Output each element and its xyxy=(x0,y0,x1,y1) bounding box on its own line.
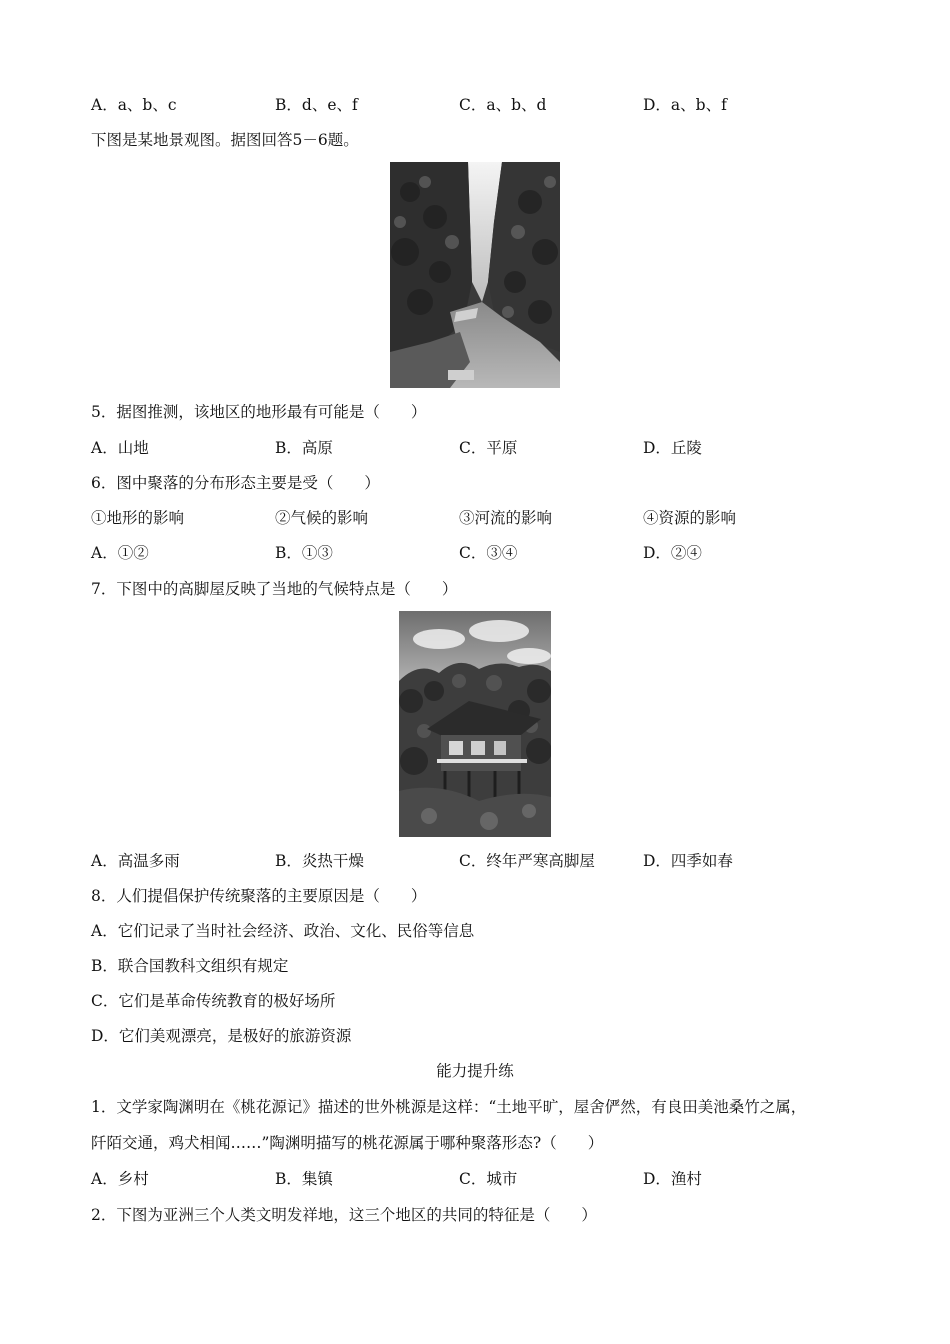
p1-option-b: B．集镇 xyxy=(275,1170,333,1188)
q6-option-c: C．③④ xyxy=(459,544,518,562)
q6-option-a: A．①② xyxy=(91,544,149,562)
q7-options xyxy=(91,851,831,871)
q5-option-b: B．高原 xyxy=(275,439,333,457)
gorge-landscape-photo xyxy=(390,162,560,388)
q4-option-c: C．a、b、d xyxy=(459,96,547,114)
stilt-house-photo-svg xyxy=(399,611,551,837)
q7-option-a: A．高温多雨 xyxy=(91,852,180,870)
p1-stem-line1: 1．文学家陶渊明在《桃花源记》描述的世外桃源是这样：“土地平旷，屋舍俨然，有良田美池桑竹之属， xyxy=(91,1098,807,1116)
q8-option-c: C．它们是革命传统教育的极好场所 xyxy=(91,992,336,1010)
p1-option-c: C．城市 xyxy=(459,1170,518,1188)
q7-option-b: B．炎热干燥 xyxy=(275,852,364,870)
p1-options xyxy=(91,1169,831,1189)
p1-option-a: A．乡村 xyxy=(91,1170,149,1188)
p2-stem: 2．下图为亚洲三个人类文明发祥地，这三个地区的共同的特征是（ ） xyxy=(91,1206,597,1224)
q7-option-d: D．四季如春 xyxy=(643,852,733,870)
q8-stem: 8．人们提倡保护传统聚落的主要原因是（ ） xyxy=(91,887,427,905)
q8-option-b: B．联合国教科文组织有规定 xyxy=(91,957,289,975)
q5-option-c: C．平原 xyxy=(459,439,518,457)
q4-options xyxy=(91,95,831,115)
q6-item-1: ①地形的影响 xyxy=(91,509,185,527)
q6-option-d: D．②④ xyxy=(643,544,702,562)
q6-item-2: ②气候的影响 xyxy=(275,509,369,527)
q6-option-b: B．①③ xyxy=(275,544,333,562)
stilt-house-photo xyxy=(399,611,551,837)
q5-option-d: D．丘陵 xyxy=(643,439,702,457)
section-title: 能力提升练 xyxy=(436,1062,514,1080)
q6-options xyxy=(91,543,831,563)
p1-option-d: D．渔村 xyxy=(643,1170,702,1188)
q4-option-d: D．a、b、f xyxy=(643,96,727,114)
q6-items xyxy=(91,508,831,528)
q5-options xyxy=(91,438,831,458)
p1-stem-line2: 阡陌交通，鸡犬相闻……”陶渊明描写的桃花源属于哪种聚落形态?（ ） xyxy=(91,1134,604,1152)
q8-option-d: D．它们美观漂亮，是极好的旅游资源 xyxy=(91,1027,352,1045)
q7-stem: 7．下图中的高脚屋反映了当地的气候特点是（ ） xyxy=(91,580,458,598)
q6-stem: 6．图中聚落的分布形态主要是受（ ） xyxy=(91,474,380,492)
q6-item-4: ④资源的影响 xyxy=(643,509,737,527)
q5-stem: 5．据图推测，该地区的地形最有可能是（ ） xyxy=(91,403,427,421)
q6-item-3: ③河流的影响 xyxy=(459,509,553,527)
q7-option-c: C．终年严寒高脚屋 xyxy=(459,852,595,870)
q8-option-a: A．它们记录了当时社会经济、政治、文化、民俗等信息 xyxy=(91,922,475,940)
gorge-photo-svg xyxy=(390,162,560,388)
q4-option-a: A．a、b、c xyxy=(91,96,177,114)
intro-5-6: 下图是某地景观图。据图回答5－6题。 xyxy=(91,131,359,149)
q4-option-b: B．d、e、f xyxy=(275,96,358,114)
q5-option-a: A．山地 xyxy=(91,439,149,457)
